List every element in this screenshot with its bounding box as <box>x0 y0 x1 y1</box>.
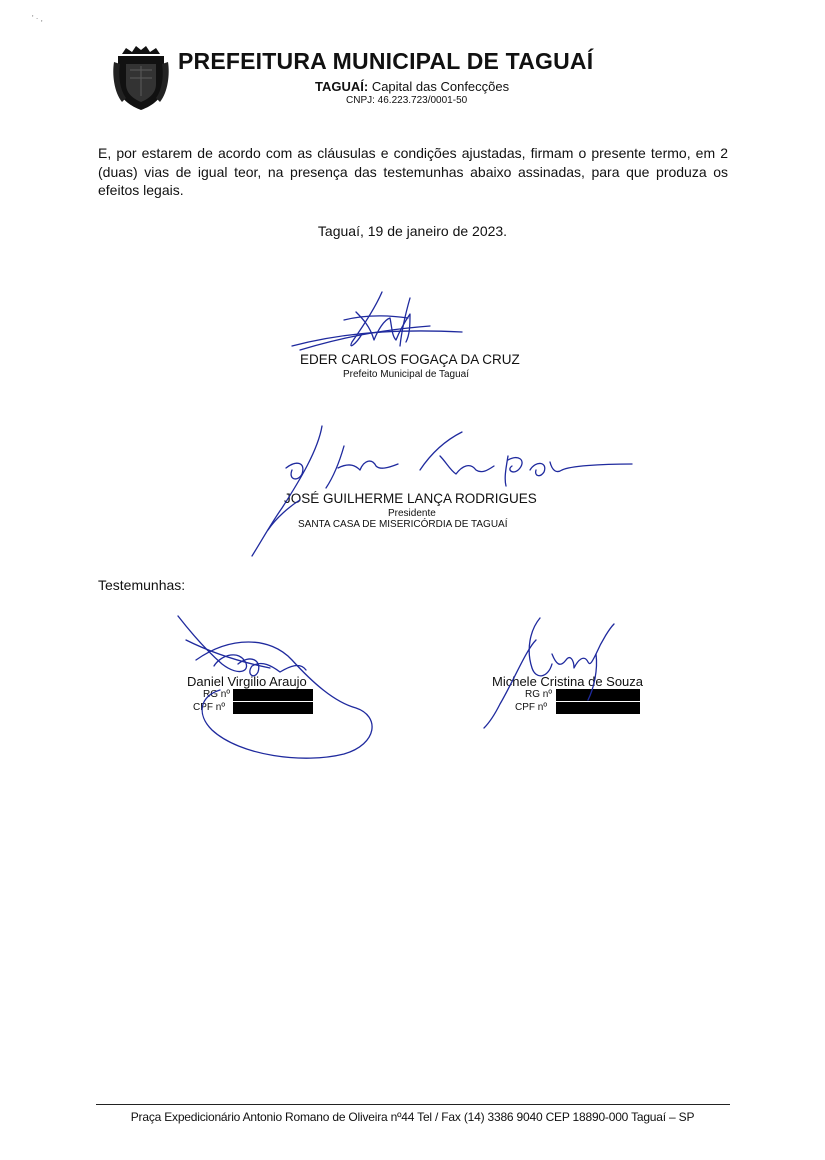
witness-2-cpf-label: CPF nº <box>515 702 547 713</box>
mayor-role: Prefeito Municipal de Taguaí <box>343 369 470 380</box>
witness-1-name: Daniel Virgilio Araujo <box>187 674 307 689</box>
witnesses-label: Testemunhas: <box>98 577 186 593</box>
mayor-signature <box>292 292 462 350</box>
witness-1-rg-label: RG nº <box>203 689 230 700</box>
footer-divider <box>96 1104 730 1105</box>
president-organization: SANTA CASA DE MISERICÓRDIA DE TAGUAÍ <box>298 519 508 530</box>
page-title: PREFEITURA MUNICIPAL DE TAGUAÍ <box>178 48 594 74</box>
scan-speck: ' · , <box>32 14 43 23</box>
president-name: JOSÉ GUILHERME LANÇA RODRIGUES <box>284 491 537 506</box>
president-role: Presidente <box>388 508 436 519</box>
footer-address: Praça Expedicionário Antonio Romano de Oliveira nº44 Tel / Fax (14) 3386 9040 CEP 18890-000 Taguaí – SP <box>130 1110 695 1124</box>
municipal-coat-of-arms-icon <box>112 44 170 112</box>
subtitle-city: TAGUAÍ: <box>315 79 369 94</box>
witness-2-name: Michele Cristina de Souza <box>492 674 644 689</box>
witness-1-rg-redaction <box>233 689 313 701</box>
date-line: Taguaí, 19 de janeiro de 2023. <box>317 223 508 239</box>
witness-2-rg-redaction <box>556 689 640 701</box>
subtitle-slogan: Capital das Confecções <box>368 79 510 94</box>
header-cnpj: CNPJ: 46.223.723/0001-50 <box>346 95 468 106</box>
agreement-paragraph: E, por estarem de acordo com as cláusulas e condições ajustadas, firmam o presente termo, em 2 (duas) vias de igual teor, na presença das testemunhas abaixo assinadas, para que produza os efeitos legais. <box>98 145 728 198</box>
header-subtitle <box>315 79 509 94</box>
witness-1-cpf-redaction <box>233 702 313 714</box>
mayor-name: EDER CARLOS FOGAÇA DA CRUZ <box>300 352 520 367</box>
witness-2-cpf-redaction <box>556 702 640 714</box>
witness-1-cpf-label: CPF nº <box>193 702 225 713</box>
witness-2-rg-label: RG nº <box>525 689 552 700</box>
